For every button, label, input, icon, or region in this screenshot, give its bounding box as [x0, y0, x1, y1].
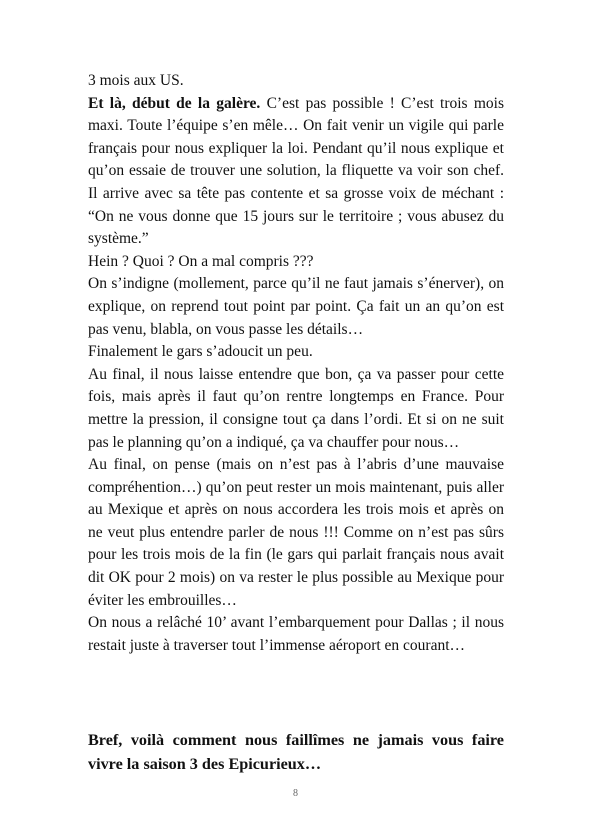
paragraph-2-lead: Et là, début de la galère.	[88, 94, 261, 112]
paragraph-7-text: Au final, on pense (mais on n’est pas à l’abris d’une mauvaise compréhention…) qu’on peut rester un mois maintenant, puis aller au Mexique et après on nous accordera les trois mois et après on ne veut plus entendre parler de nous !!! Comme on n’est pas sûrs pour les trois mois de la fin (le gars qui parlait français nous avait dit OK pour 2 mois) on va rester le plus possible au Mexique pour éviter les embrouilles…	[88, 456, 504, 609]
paragraph-7	[88, 454, 504, 612]
paragraph-3	[88, 251, 504, 274]
paragraph-2	[88, 93, 504, 251]
paragraph-1-text: 3 mois aux US.	[88, 72, 184, 89]
paragraph-8	[88, 612, 504, 657]
paragraph-6-text: Au final, il nous laisse entendre que bon, ça va passer pour cette fois, mais après il faut qu’on rentre longtemps en France. Pour mettre la pression, il consigne tout ça dans l’ordi. Et si on ne suit pas le planning qu’on a indiqué, ça va chauffer pour nous…	[88, 365, 504, 451]
paragraph-8-text: On nous a relâché 10’ avant l’embarquement pour Dallas ; il nous restait juste à traverser tout l’immense aéroport en courant…	[88, 614, 504, 654]
paragraph-3-text: Hein ? Quoi ? On a mal compris ???	[88, 252, 314, 270]
closing-statement: Bref, voilà comment nous faillîmes ne jamais vous faire vivre la saison 3 des Epicurieux…	[88, 731, 504, 773]
page-number: 8	[293, 788, 298, 799]
paragraph-6	[88, 364, 504, 454]
body-text	[88, 70, 504, 657]
paragraph-5	[88, 341, 504, 364]
paragraph-2-text: C’est pas possible ! C’est trois mois maxi. Toute l’équipe s’en mêle… On fait venir un vigile qui parle français pour nous expliquer la loi. Pendant qu’il nous explique et qu’on essaie de trouver une solution, la fliquette va voir son chef. Il arrive avec sa tête pas contente et sa grosse voix de méchant : “On ne vous donne que 15 jours sur le territoire ; vous abusez du système.”	[88, 94, 504, 248]
paragraph-4	[88, 273, 504, 341]
paragraph-4-text: On s’indigne (mollement, parce qu’il ne faut jamais s’énerver), on explique, on reprend tout point par point. Ça fait un an qu’on est pas venu, blabla, on vous passe les détails…	[88, 275, 504, 338]
paragraph-1	[88, 70, 504, 93]
paragraph-5-text: Finalement le gars s’adoucit un peu.	[88, 343, 313, 361]
